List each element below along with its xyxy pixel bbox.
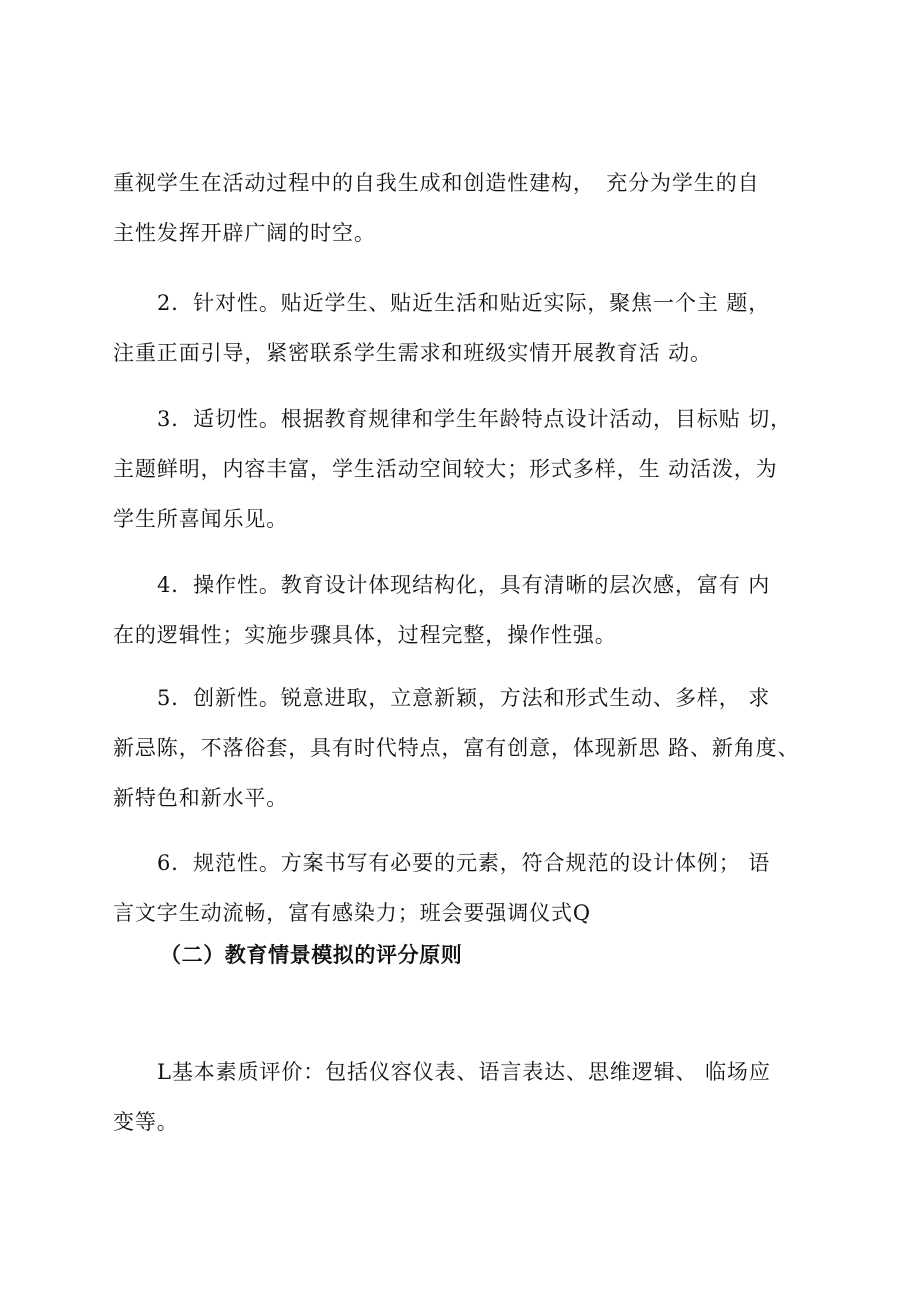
paragraph-item-6	[113, 838, 813, 938]
text-line: 主题鲜明，内容丰富，学生活动空间较大；形式多样，生 动活泼，为	[113, 457, 778, 481]
text-line: L基本素质评价：包括仪容仪表、语言表达、思维逻辑、 临场应	[157, 1060, 771, 1084]
text-line: 重视学生在活动过程中的自我生成和创造性建构， 充分为学生的自	[113, 171, 760, 195]
text-line: 主性发挥开辟广阔的时空。	[113, 221, 376, 245]
section-heading: （二）教育情景模拟的评分原则	[160, 943, 463, 967]
text-line: 新忌陈，不落俗套，具有时代特点，富有创意，体现新思 路、新角度、	[113, 736, 800, 760]
paragraph-basic-quality	[113, 1047, 813, 1147]
text-line: 2．针对性。贴近学生、贴近生活和贴近实际，聚焦一个主 题，	[157, 291, 771, 315]
text-line: 注重正面引导，紧密联系学生需求和班级实情开展教育活 动。	[113, 341, 712, 365]
paragraph-continuation	[113, 158, 813, 258]
text-line: 5．创新性。锐意进取，立意新颖，方法和形式生动、多样， 求	[157, 686, 771, 710]
text-line: 4．操作性。教育设计体现结构化，具有清晰的层次感，富有 内	[157, 573, 771, 597]
text-line: 6．规范性。方案书写有必要的元素，符合规范的设计体例； 语	[157, 851, 771, 875]
paragraph-item-4	[113, 560, 813, 660]
text-line: 言文字生动流畅，富有感染力；班会要强调仪式Q	[113, 901, 592, 925]
text-line: 变等。	[113, 1110, 179, 1134]
paragraph-item-3	[113, 394, 813, 544]
text-line: 学生所喜闻乐见。	[113, 507, 289, 531]
paragraph-item-5	[113, 673, 813, 823]
text-line: 新特色和新水平。	[113, 786, 289, 810]
paragraph-item-2	[113, 278, 813, 378]
text-line: 3．适切性。根据教育规律和学生年龄特点设计活动，目标贴 切，	[157, 407, 793, 431]
text-line: 在的逻辑性；实施步骤具体，过程完整，操作性强。	[113, 623, 617, 647]
